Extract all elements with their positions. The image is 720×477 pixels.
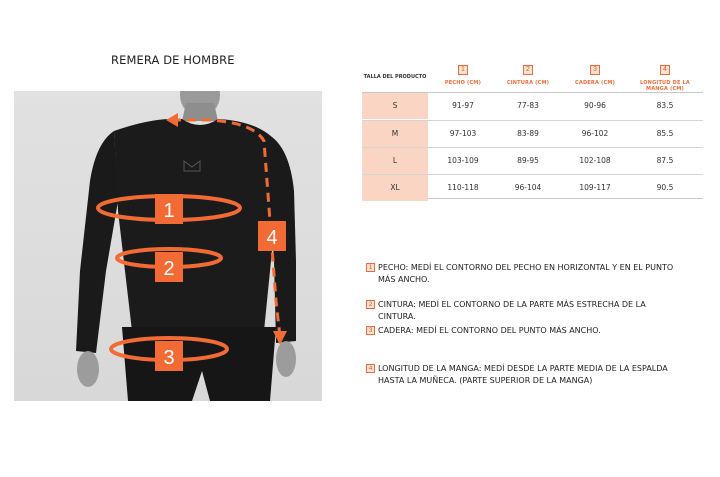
chest-cell: 103-109: [447, 156, 479, 165]
sleeve-cell: 83.5: [656, 101, 674, 110]
marker-1-label: 1: [163, 200, 175, 222]
model-photo: [14, 91, 322, 401]
legend-text-hip: CADERA: MEDÍ EL CONTORNO DEL PUNTO MÁS ANCHO.: [378, 326, 601, 335]
model-right-hand: [276, 341, 296, 377]
legend-text-sleeve: LONGITUD DE LA MANGA: MEDÍ DESDE LA PARTE MEDIA DE LA ESPALDA HASTA LA MUÑECA. (PARTE SUPERIOR DE LA MANGA): [378, 364, 668, 385]
chest-cell: 91-97: [452, 101, 474, 110]
hip-cell: 102-108: [579, 156, 611, 165]
table-row: [362, 174, 703, 201]
column-header-chest: [428, 58, 498, 92]
size-table-body: [362, 92, 703, 199]
hip-cell: 96-102: [581, 129, 609, 138]
legend-number-2: 2: [366, 300, 375, 309]
table-row: [362, 93, 703, 120]
column-number-1: 1: [458, 65, 468, 75]
marker-3-label: 3: [163, 347, 175, 369]
legend-number-4: 4: [366, 364, 375, 373]
column-header-hip: [560, 58, 630, 92]
size-cell: XL: [362, 175, 428, 201]
hip-cell: 90-96: [584, 101, 606, 110]
legend-number-3: 3: [366, 326, 375, 335]
waist-cell: 89-95: [517, 156, 539, 165]
column-number-2: 2: [523, 65, 533, 75]
marker-2-label: 2: [163, 258, 175, 280]
column-label-sleeve: LONGITUD DE LA MANGA (CM): [640, 80, 690, 92]
column-header-sleeve: [630, 58, 700, 92]
shirt-left-sleeve: [76, 131, 118, 353]
size-cell: L: [362, 148, 428, 174]
column-label-waist: CINTURA (CM): [506, 80, 550, 86]
legend-text-waist: CINTURA: MEDÍ EL CONTORNO DE LA PARTE MÁS ESTRECHA DE LA CINTURA.: [378, 300, 646, 321]
column-number-4: 4: [660, 65, 670, 75]
column-number-3: 3: [590, 65, 600, 75]
legend-number-1: 1: [366, 263, 375, 272]
sleeve-cell: 85.5: [656, 129, 674, 138]
column-label-chest: PECHO (CM): [444, 80, 482, 86]
hip-cell: 109-117: [579, 183, 611, 192]
model-left-hand: [77, 351, 99, 387]
table-row: [362, 120, 703, 147]
marker-4-label: 4: [266, 227, 278, 249]
chest-cell: 97-103: [449, 129, 477, 138]
size-cell: S: [362, 93, 428, 119]
waist-cell: 83-89: [517, 129, 539, 138]
legend-text-chest: PECHO: MEDÍ EL CONTORNO DEL PECHO EN HORIZONTAL Y EN EL PUNTO MÁS ANCHO.: [378, 263, 674, 284]
waist-cell: 77-83: [517, 101, 539, 110]
size-cell: M: [362, 121, 428, 147]
column-label-hip: CADERA (CM): [575, 80, 615, 86]
chest-cell: 110-118: [447, 183, 479, 192]
sleeve-cell: 87.5: [656, 156, 674, 165]
size-column-header: TALLA DEL PRODUCTO: [363, 74, 427, 80]
model-illustration: [14, 91, 322, 401]
column-header-waist: [493, 58, 563, 92]
waist-cell: 96-104: [514, 183, 542, 192]
sleeve-cell: 90.5: [656, 183, 674, 192]
page-title: REMERA DE HOMBRE: [111, 53, 235, 67]
shirt-torso: [114, 119, 276, 331]
table-row: [362, 147, 703, 174]
model-neck: [182, 103, 218, 121]
